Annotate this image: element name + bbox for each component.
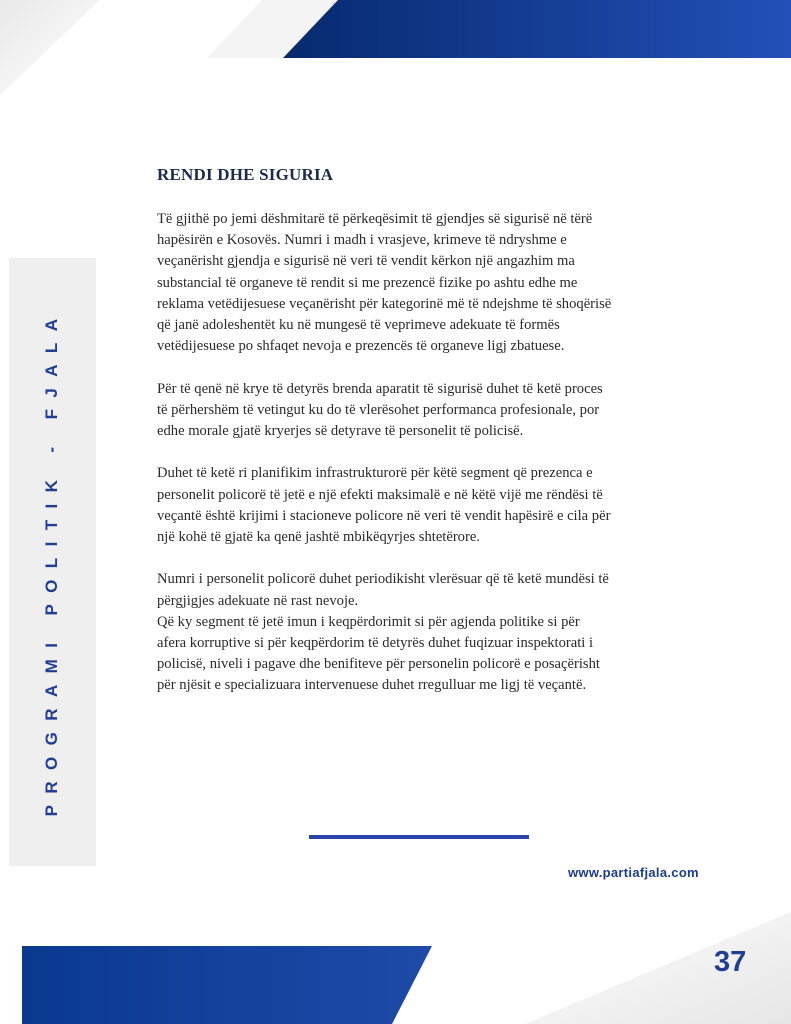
paragraph: Duhet të ketë ri planifikim infrastrukturorë për këtë segment që prezenca e personelit policorë të jetë e një efekti maksimalë e në këtë vijë me rëndësi të veçantë është krijimi i stacioneve policore në veri të vendit hapësirë e cila për një kohë të gjatë ka qenë jashtë mbikëqyrjes shtetërore. (157, 465, 611, 546)
sidebar-label: PROGRAMI POLITIK - FJALA (42, 307, 61, 817)
top-blue-band (283, 0, 791, 58)
section-title: RENDI DHE SIGURIA (157, 165, 334, 184)
bottom-blue-band (22, 946, 432, 1024)
website-link[interactable]: www.partiafjala.com (568, 865, 699, 880)
top-left-gray-shape (0, 0, 100, 95)
divider-line (309, 835, 529, 839)
page-number: 37 (714, 946, 747, 978)
body-text (157, 209, 702, 718)
bottom-right-gray-shape (525, 912, 791, 1024)
paragraph: Numri i personelit policorë duhet periodikisht vlerësuar që të ketë mundësi të përgjigjes adekuate në rast nevoje. (157, 571, 609, 609)
paragraph: Që ky segment të jetë imun i keqpërdorimit si për agjenda politike si për afera korruptive si për keqpërdorim të detyrës duhet fuqizuar inspektorati i policisë, niveli i pagave dhe benifiteve për personelin policorë e posaçërisht për njësit e specializuara intervenuese duhet rregulluar me ligj të veçantë. (157, 613, 600, 694)
paragraph: Për të qenë në krye të detyrës brenda aparatit të sigurisë duhet të ketë proces të përhershëm të vetingut ku do të vlerësohet performanca profesionale, por edhe morale gjatë kryerjes së detyrave të personelit të policisë. (157, 380, 603, 440)
paragraph: Të gjithë po jemi dëshmitarë të përkeqësimit të gjendjes së sigurisë në tërë hapësirën e Kosovës. Numri i madh i vrasjeve, krimeve të ndryshme e veçanërisht gjendja e sigurisë në veri të vendit kërkon një angazhim ma substancial të organeve të rendit si me prezencë fizike po ashtu edhe me reklama vetëdijesuese veçanërisht për kategorinë më të ndejshme të shoqërisë që janë adoleshentët ku në mungesë të veprimeve adekuate të formës vetëdijesuese po shfaqet nevoja e prezencës të organeve ligj zbatuese. (157, 211, 612, 355)
